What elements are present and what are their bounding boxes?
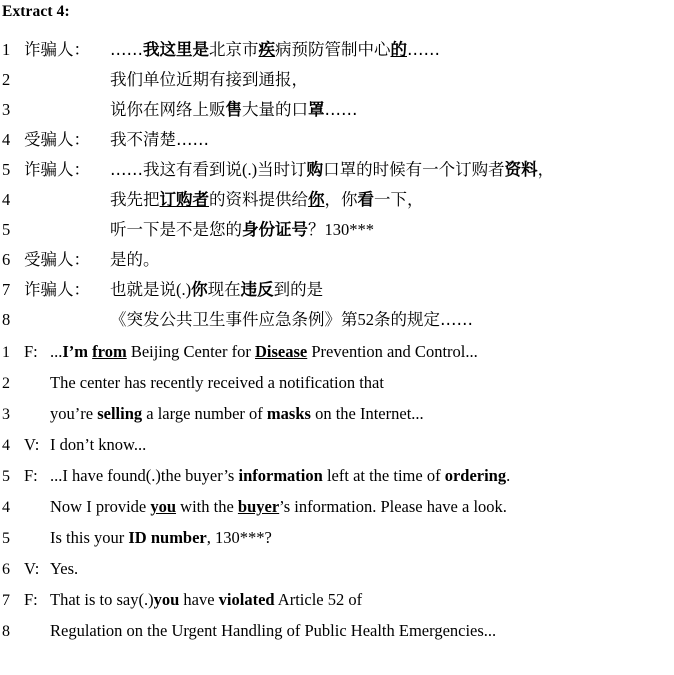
text-segment: from <box>92 342 127 361</box>
transcript-line <box>2 66 674 96</box>
text-segment: 说你在网络上贩 <box>110 100 226 119</box>
transcript-line <box>2 342 674 373</box>
line-number: 1 <box>2 344 10 361</box>
transcript-line-text <box>24 66 674 90</box>
transcript-line <box>2 186 674 216</box>
chinese-transcript-block <box>2 36 674 336</box>
text-segment: with the <box>176 497 238 516</box>
page-title: Extract 4: <box>2 3 70 20</box>
text-segment: on the Internet... <box>310 404 424 423</box>
text-segment: 看 <box>357 190 374 209</box>
text-segment: 违反 <box>240 280 274 299</box>
text-segment: 我先把 <box>110 190 160 209</box>
transcript-line-text <box>24 246 674 270</box>
text-segment: you <box>150 497 177 516</box>
text-segment: 也就是说 <box>110 280 176 299</box>
text-segment: ， <box>537 160 555 179</box>
text-segment: I’m <box>62 342 89 361</box>
text-segment: Beijing Center for <box>126 342 255 361</box>
text-segment: 《突发公共卫生事件应急条例》第 <box>110 310 358 329</box>
text-segment: . <box>506 466 511 485</box>
speaker-label: 诈骗人： <box>24 40 90 59</box>
transcript-line-text <box>24 126 674 150</box>
text-segment: ID number <box>128 528 207 547</box>
speaker-label: F: <box>24 590 38 609</box>
text-segment: That is to say(.) <box>50 590 154 609</box>
text-segment: 罩 <box>308 100 325 119</box>
transcript-line-text <box>24 435 674 455</box>
speaker-label: 受骗人： <box>24 250 90 269</box>
text-segment: Now I provide <box>50 497 151 516</box>
transcript-line <box>2 126 674 156</box>
text-segment: (.) <box>242 160 258 179</box>
text-segment: 现在 <box>207 280 241 299</box>
speaker-label: 诈骗人： <box>24 280 90 299</box>
text-segment: 130*** <box>324 220 374 239</box>
text-segment: 售 <box>225 100 242 119</box>
transcript-line <box>2 246 674 276</box>
text-segment: 北京市 <box>209 40 259 59</box>
transcript-line <box>2 590 674 621</box>
transcript-line-text <box>24 590 674 610</box>
text-segment: …… <box>324 100 358 119</box>
transcript-line <box>2 373 674 404</box>
text-segment: 疾 <box>258 40 275 59</box>
text-segment: 大量的口 <box>242 100 308 119</box>
transcript-line-text <box>24 156 674 180</box>
transcript-line-text <box>24 306 674 330</box>
line-number: 1 <box>2 40 11 59</box>
line-number: 7 <box>2 280 11 299</box>
line-number: 5 <box>2 220 11 239</box>
transcript-line <box>2 528 674 559</box>
text-segment: left at the time of <box>322 466 445 485</box>
text-segment: 我们单位近期有接到通报， <box>110 70 308 89</box>
transcript-line-text <box>24 216 674 240</box>
transcript-line-text <box>24 466 674 486</box>
text-segment: 购 <box>306 160 324 179</box>
text-segment: 条的规定…… <box>374 310 473 329</box>
transcript-line <box>2 96 674 126</box>
line-number: 8 <box>2 623 10 640</box>
transcript-line-text <box>24 36 674 60</box>
text-segment: The center has recently received a notification that <box>50 373 384 392</box>
text-segment: 我这里是 <box>143 40 209 59</box>
transcript-line-text <box>24 404 674 424</box>
text-segment: Prevention and Control... <box>307 342 478 361</box>
text-segment: Regulation on the Urgent Handling of Public Health Emergencies... <box>50 621 497 640</box>
text-segment: ？ <box>308 220 325 239</box>
line-number: 5 <box>2 468 10 485</box>
transcript-line-text <box>24 342 674 362</box>
transcript-line-text <box>24 559 674 579</box>
text-segment: ... <box>50 342 63 361</box>
text-segment: 你 <box>308 190 325 209</box>
transcript-line <box>2 216 674 246</box>
text-segment: 一下， <box>374 190 424 209</box>
text-segment: …… <box>407 40 440 59</box>
text-segment: 订购者 <box>159 190 209 209</box>
speaker-label: V: <box>24 435 40 454</box>
text-segment: 你 <box>191 280 208 299</box>
text-segment: buyer <box>237 497 280 516</box>
line-number: 3 <box>2 100 11 119</box>
text-segment: 听一下是不是您的 <box>110 220 242 239</box>
line-number: 4 <box>2 499 10 516</box>
text-segment: Disease <box>255 342 308 361</box>
text-segment: 的资料提供给 <box>209 190 308 209</box>
text-segment: ...I have found(.)the buyer’s <box>50 466 239 485</box>
text-segment: I don’t know... <box>50 435 147 454</box>
transcript-line <box>2 466 674 497</box>
text-segment: masks <box>266 404 311 423</box>
line-number: 2 <box>2 375 10 392</box>
text-segment: , 130***? <box>206 528 272 547</box>
text-segment: …… <box>110 40 143 59</box>
text-segment: a large number of <box>142 404 267 423</box>
text-segment: you <box>153 590 180 609</box>
line-number: 7 <box>2 592 10 609</box>
line-number: 5 <box>2 160 11 179</box>
text-segment: 资料 <box>504 160 538 179</box>
text-segment: 到的是 <box>273 280 324 299</box>
transcript-line <box>2 621 674 652</box>
text-segment: 我不清楚…… <box>110 130 209 149</box>
line-number: 4 <box>2 437 10 454</box>
transcript-line <box>2 156 674 186</box>
transcript-line <box>2 276 674 306</box>
line-number: 4 <box>2 130 11 149</box>
text-segment: have <box>179 590 219 609</box>
transcript-line <box>2 497 674 528</box>
text-segment: ’s information. Please have a look. <box>279 497 507 516</box>
text-segment: violated <box>218 590 275 609</box>
text-segment: information <box>238 466 323 485</box>
text-segment: selling <box>97 404 143 423</box>
text-segment: 口罩的时候有一个订购者 <box>323 160 505 179</box>
transcript-line <box>2 306 674 336</box>
text-segment: 当时订 <box>257 160 307 179</box>
english-transcript-block <box>2 342 674 652</box>
speaker-label: 诈骗人： <box>24 160 90 179</box>
text-segment: ，你 <box>324 190 358 209</box>
transcript-line-text <box>24 276 674 300</box>
text-segment: ordering <box>444 466 507 485</box>
line-number: 3 <box>2 406 10 423</box>
speaker-label: F: <box>24 342 38 361</box>
line-number: 8 <box>2 310 11 329</box>
text-segment: 病预防管制中心 <box>275 40 391 59</box>
transcript-line-text <box>24 96 674 120</box>
line-number: 2 <box>2 70 11 89</box>
transcript-line-text <box>24 528 674 548</box>
transcript-line <box>2 559 674 590</box>
line-number: 6 <box>2 561 10 578</box>
line-number: 4 <box>2 190 11 209</box>
transcript-line-text <box>24 497 674 517</box>
text-segment: (.) <box>176 280 192 299</box>
text-segment: Is this your <box>50 528 129 547</box>
text-segment: 的 <box>390 40 407 59</box>
text-segment: Article 52 of <box>274 590 363 609</box>
transcript-line-text <box>24 373 674 393</box>
transcript-line <box>2 435 674 466</box>
line-number: 6 <box>2 250 11 269</box>
text-segment: ……我这有看到说 <box>110 160 242 179</box>
text-segment: 是的。 <box>110 250 160 269</box>
line-number: 5 <box>2 530 10 547</box>
text-segment: 身份证号 <box>242 220 308 239</box>
speaker-label: V: <box>24 559 40 578</box>
text-segment: 52 <box>357 310 374 329</box>
transcript-line <box>2 36 674 66</box>
speaker-label: 受骗人： <box>24 130 90 149</box>
transcript-line <box>2 404 674 435</box>
text-segment: you’re <box>50 404 98 423</box>
transcript-line-text <box>24 621 674 641</box>
text-segment: Yes. <box>50 559 79 578</box>
speaker-label: F: <box>24 466 38 485</box>
transcript-line-text <box>24 186 674 210</box>
